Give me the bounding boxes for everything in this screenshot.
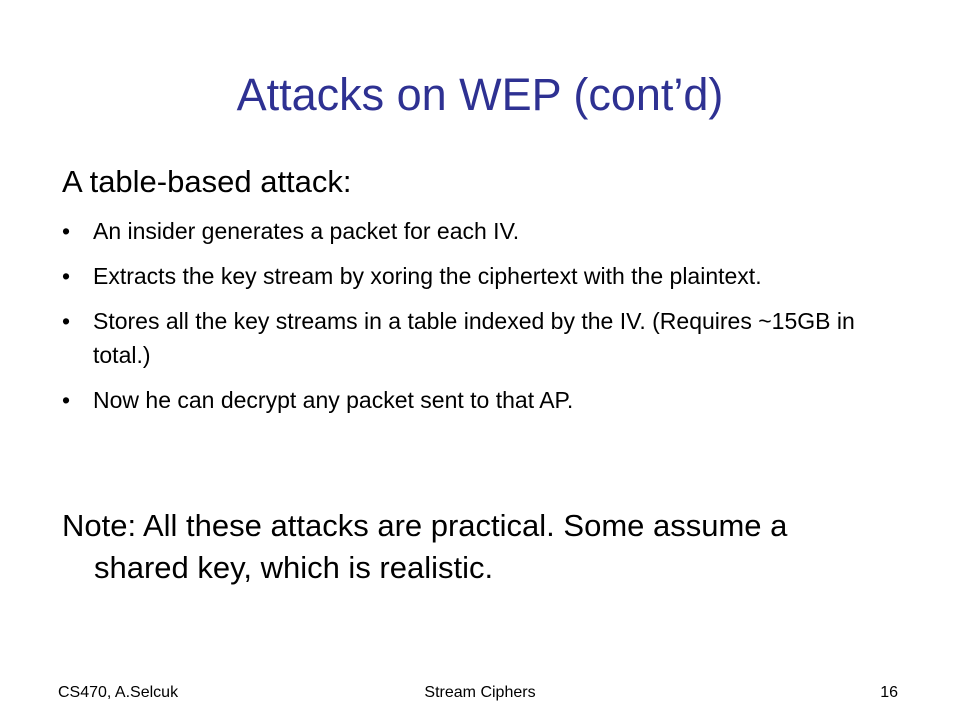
bullet-text: Now he can decrypt any packet sent to that AP.: [93, 387, 574, 413]
note-text: Note: All these attacks are practical. Some assume a shared key, which is realistic.: [62, 508, 788, 585]
bullet-item: [62, 304, 902, 372]
bullet-item: [62, 214, 902, 248]
section-heading: A table-based attack:: [62, 164, 352, 199]
bullet-text: Extracts the key stream by xoring the ciphertext with the plaintext.: [93, 263, 762, 289]
bullet-text: Stores all the key streams in a table indexed by the IV. (Requires ~15GB in total.): [93, 308, 855, 368]
bullet-item: [62, 259, 902, 293]
bullet-item: [62, 383, 902, 417]
bullet-marker: •: [62, 263, 71, 289]
footer-author: CS470, A.Selcuk: [58, 684, 179, 701]
slide-title: Attacks on WEP (cont’d): [236, 69, 724, 120]
bullet-marker: •: [62, 308, 71, 334]
bullet-text: An insider generates a packet for each IV.: [93, 218, 520, 244]
bullet-marker: •: [62, 387, 71, 413]
page-number: 16: [880, 684, 898, 701]
footer-topic: Stream Ciphers: [424, 684, 536, 701]
bullet-marker: •: [62, 218, 71, 244]
bullet-list: [62, 214, 902, 428]
